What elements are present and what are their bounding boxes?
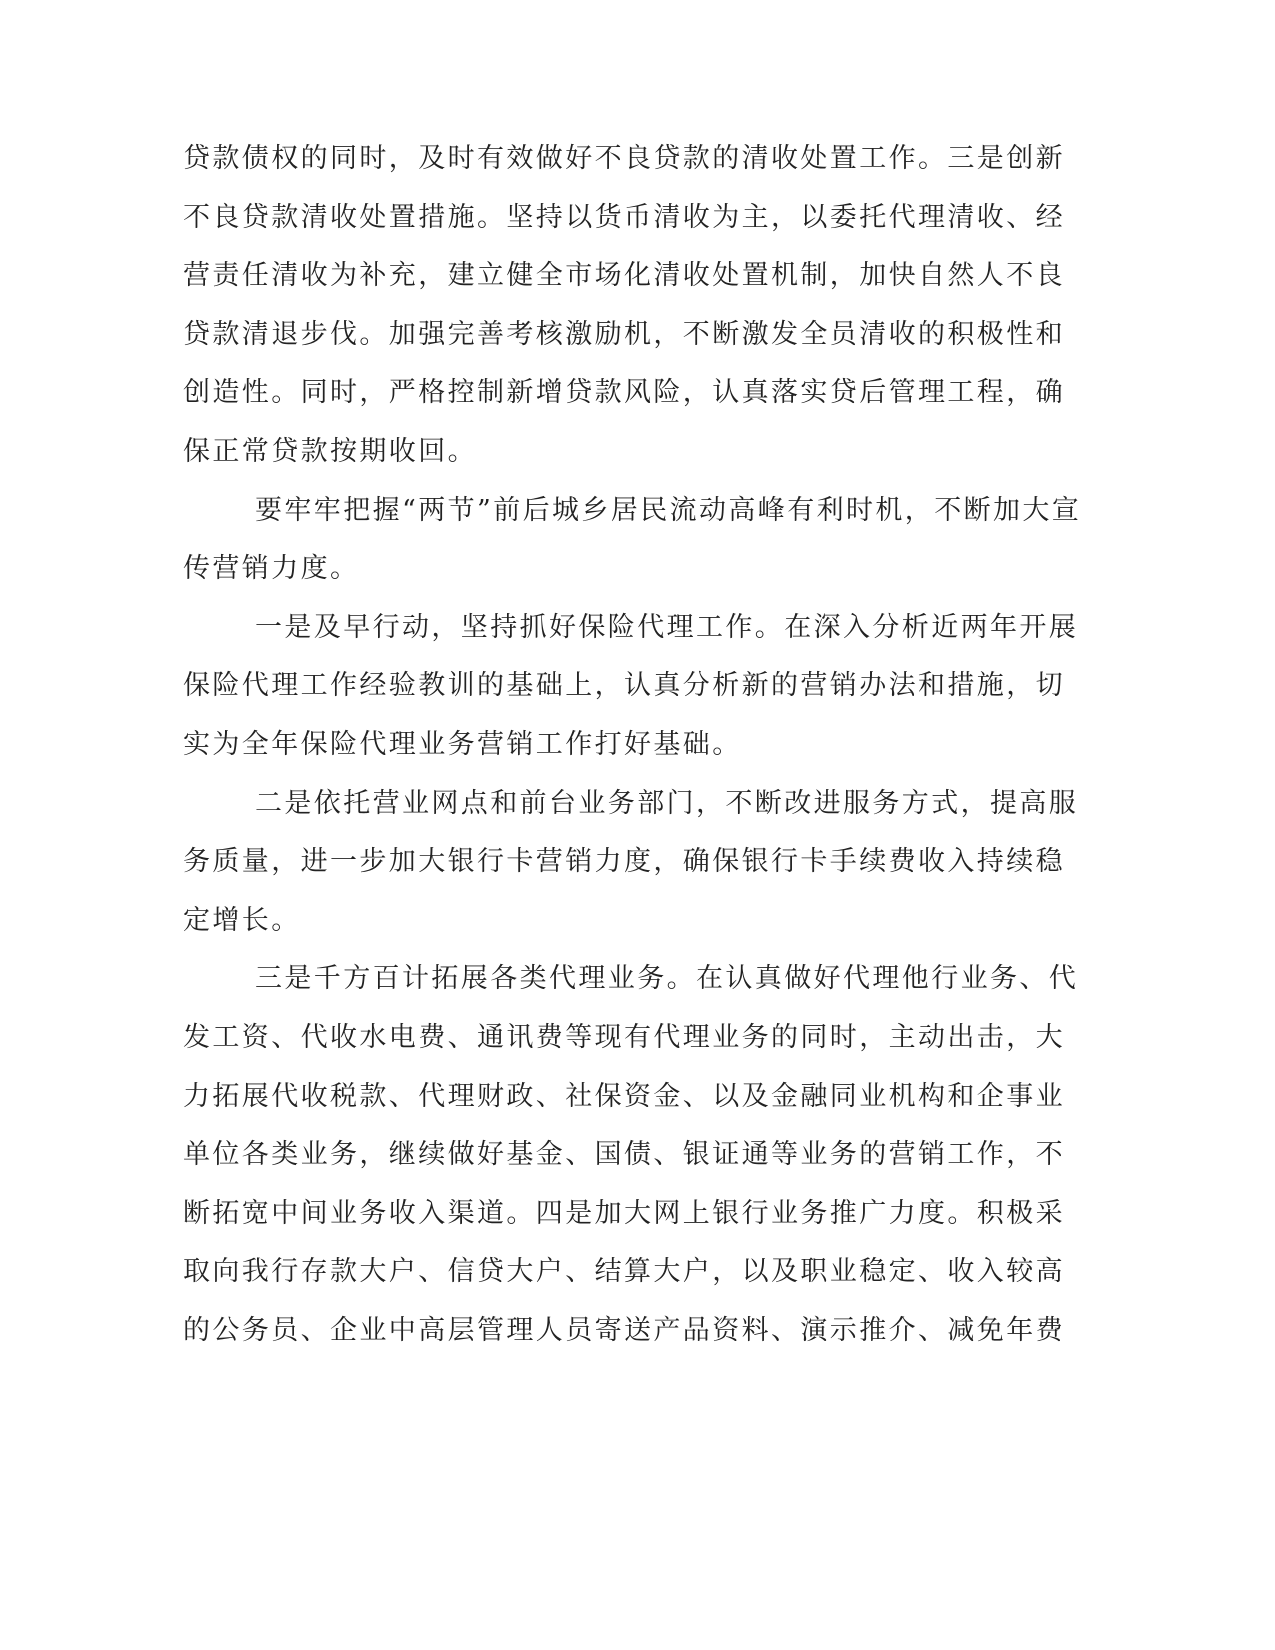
text-line: 断拓宽中间业务收入渠道。四是加大网上银行业务推广力度。积极采 <box>183 1197 1065 1229</box>
text-line: 不良贷款清收处置措施。坚持以货币清收为主，以委托代理清收、经 <box>183 201 1065 233</box>
text-line: 的公务员、企业中高层管理人员寄送产品资料、演示推介、减免年费 <box>183 1314 1065 1346</box>
text-line: 保险代理工作经验教训的基础上，认真分析新的营销办法和措施，切 <box>183 670 1065 702</box>
text-line: 保正常贷款按期收回。 <box>183 435 477 467</box>
paragraph-first-line: 二是依托营业网点和前台业务部门，不断改进服务方式，提高服 <box>255 787 1079 819</box>
text-line: 发工资、代收水电费、通讯费等现有代理业务的同时，主动出击，大 <box>183 1021 1065 1053</box>
text-line: 传营销力度。 <box>183 553 360 585</box>
text-line: 务质量，进一步加大银行卡营销力度，确保银行卡手续费收入持续稳 <box>183 846 1065 878</box>
paragraph-first-line: 三是千方百计拓展各类代理业务。在认真做好代理他行业务、代 <box>255 963 1079 995</box>
text-line: 定增长。 <box>183 904 301 936</box>
text-line: 取向我行存款大户、信贷大户、结算大户，以及职业稳定、收入较高 <box>183 1256 1065 1288</box>
body-text <box>183 130 1082 1360</box>
text-line: 贷款清退步伐。加强完善考核激励机，不断激发全员清收的积极性和 <box>183 318 1065 350</box>
text-line: 实为全年保险代理业务营销工作打好基础。 <box>183 728 742 760</box>
paragraph-first-line: 一是及早行动，坚持抓好保险代理工作。在深入分析近两年开展 <box>255 611 1079 643</box>
text-line: 单位各类业务，继续做好基金、国债、银证通等业务的营销工作，不 <box>183 1139 1065 1171</box>
text-line: 贷款债权的同时，及时有效做好不良贷款的清收处置工作。三是创新 <box>183 143 1065 174</box>
text-line: 营责任清收为补充，建立健全市场化清收处置机制，加快自然人不良 <box>183 260 1065 292</box>
text-line: 创造性。同时，严格控制新增贷款风险，认真落实贷后管理工程，确 <box>183 377 1065 409</box>
paragraph-first-line: 要牢牢把握“两节”前后城乡居民流动高峰有利时机，不断加大宣 <box>255 494 1082 526</box>
text-line: 力拓展代收税款、代理财政、社保资金、以及金融同业机构和企事业 <box>183 1080 1065 1112</box>
